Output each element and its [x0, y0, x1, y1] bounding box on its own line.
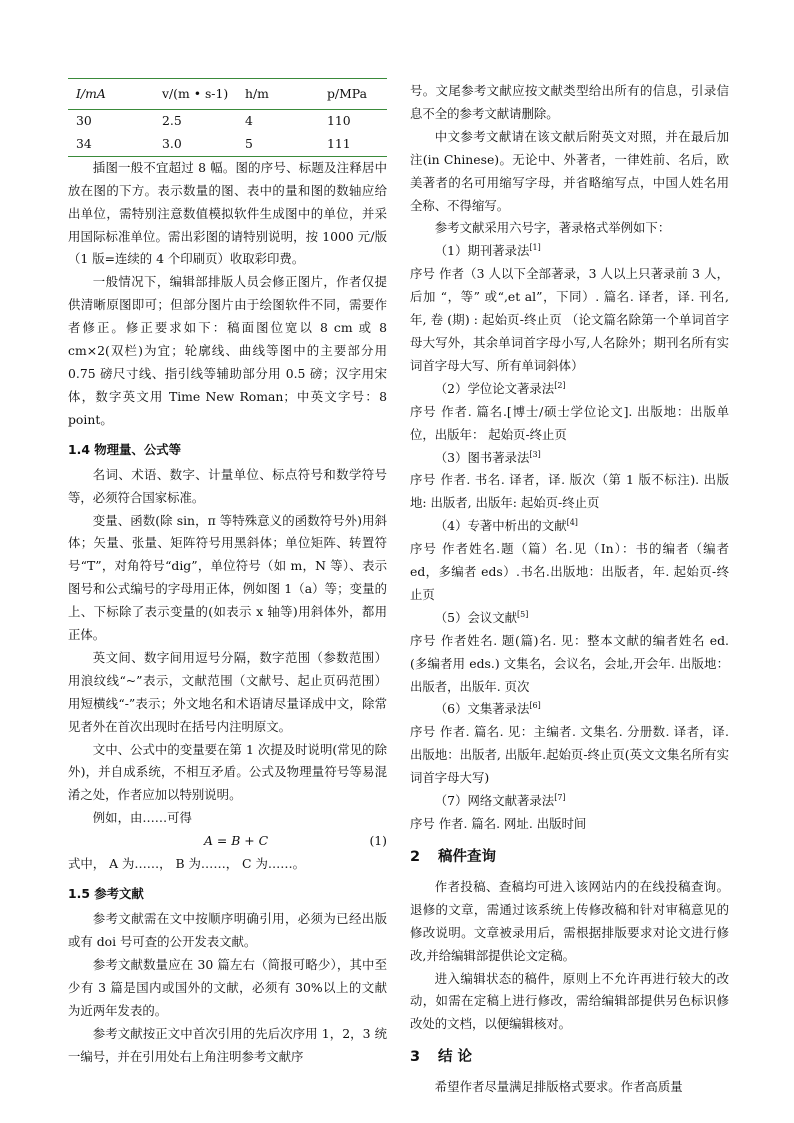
- paragraph-separators: 英文间、数字间用逗号分隔，数字范围（参数范围）用浪纹线“~”表示，文献范围（文献号、起止页码范围）用短横线“-”表示；外文地名和术语请尽量译成中文，除常见者外在首次出现时在括号内注明原文。: [68, 649, 387, 734]
- paragraph-references-numbering: 参考文献按正文中首次引用的先后次序用 1，2，3 统一编号，并在引用处右上角注明参考文献序: [68, 1025, 387, 1064]
- right-column: [410, 80, 729, 1099]
- paragraph-references-info: 号。文尾参考文献应按文献类型给出所有的信息，引录信息不全的参考文献请删除。: [410, 83, 729, 121]
- paragraph-conclusion: 希望作者尽量满足排版格式要求。作者高质量: [434, 1079, 683, 1095]
- paragraph-equation-legend: 式中， A 为……， B 为……， C 为……。: [68, 856, 306, 872]
- citation-marker: [7]: [554, 792, 566, 802]
- table-header-row: [68, 79, 387, 110]
- reference-type-title: [410, 378, 729, 401]
- table-header-cell: h/m: [237, 79, 319, 110]
- paragraph-variable-definitions: 文中、公式中的变量要在第 1 次提及时说明(常见的除外)，并自成系统，不相互矛盾。公式及物理量符号等易混淆之处，作者应加以特别说明。: [68, 741, 387, 803]
- citation-marker: [5]: [517, 609, 529, 619]
- table-header-cell: p/MPa: [319, 79, 387, 110]
- table-row: [68, 110, 387, 133]
- reference-type-title: [410, 607, 729, 630]
- reference-format-journal: 序号 作者（3 人以下全部著录，3 人以上只著录前 3 人，后加 “，等” 或“,et al”，下同）. 篇名. 译者，译. 刊名, 年, 卷 (期) : 起始页-终止页 （论文篇名除第一个单词首字母大写外，其余单词首字母小写,人名除外；期刊名所有实词首字母大写、所有单词斜体）: [410, 266, 729, 373]
- data-table: [68, 78, 387, 157]
- equation-body: A = B + C: [204, 833, 269, 849]
- section-heading-1-5: 1.5 参考文献: [68, 886, 144, 902]
- table-cell: 30: [76, 113, 92, 128]
- citation-marker: [4]: [566, 518, 578, 528]
- paragraph-manuscript-query: 作者投稿、查稿均可进入该网站内的在线投稿查询。退修的文章，需通过该系统上传修改稿和针对审稿意见的修改说明。文章被录用后，需根据排版要求对论文进行修改,并给编辑部提供论文定稿。: [410, 878, 729, 963]
- reference-format-chapter: 序号 作者姓名.题（篇）名.见（In）：书的编者（编者 ed，多编者 eds）.书名.出版地：出版者，年. 起始页-终止页: [410, 541, 729, 602]
- citation-marker: [1]: [529, 243, 541, 253]
- table-cell: 4: [245, 113, 253, 128]
- section-number: 3: [410, 1049, 421, 1066]
- reference-type-label: （5）会议文献: [434, 609, 518, 625]
- section-number: 2: [410, 848, 421, 865]
- reference-type-label: （2）学位论文著录法: [434, 380, 555, 396]
- reference-format-web: 序号 作者. 篇名. 网址. 出版时间: [410, 816, 587, 831]
- paragraph-references-cited: 参考文献需在文中按顺序明确引用，必须为已经出版或有 doi 号可查的公开发表文献。: [68, 911, 387, 949]
- reference-type-title: [410, 240, 729, 263]
- paragraph-editing-state: 进入编辑状态的稿件，原则上不允许再进行较大的改动，如需在定稿上进行修改，需给编辑部提供另色标识修改处的文档，以便编辑核对。: [410, 970, 729, 1032]
- paragraph-standards: 名词、术语、数字、计量单位、标点符号和数学符号等，必须符合国家标准。: [68, 466, 387, 505]
- reference-type-title: [410, 790, 729, 813]
- section-title: 稿件查询: [438, 848, 496, 865]
- equation-1: [68, 830, 387, 853]
- reference-format-collection: 序号 作者. 篇名. 见：主编者. 文集名. 分册数. 译者，译. 出版地：出版者, 出版年.起始页-终止页(英文文集名所有实词首字母大写): [410, 724, 729, 786]
- table-cell: 111: [319, 133, 387, 156]
- paragraph-variables: 变量、函数(除 sin，π 等特殊意义的函数符号外)用斜体；矢量、张量、矩阵符号用黑斜体；单位矩阵、转置符号“T”，对角符号“dig”，单位符号（如 m，N 等）、表示图号和公式编号的字母用正体，例如图 1（a）等；变量的上、下标除了表示变量的(如表示 x 轴等)用斜体外，都用正体。: [68, 512, 387, 643]
- reference-type-title: [410, 447, 729, 470]
- left-column: [68, 78, 387, 1068]
- paragraph-chinese-references: 中文参考文献请在该文献后附英文对照，并在最后加注(in Chinese)。无论中、外著者，一律姓前、名后，欧美著者的名可用缩写字母，并省略缩写点，中国人姓名用全称、不得缩写。: [410, 128, 729, 213]
- table-cell: 34: [68, 133, 154, 156]
- table-cell: 110: [327, 113, 351, 128]
- reference-format-book: 序号 作者. 书名. 译者，译. 版次（第 1 版不标注). 出版地: 出版者, 出版年: 起始页-终止页: [410, 472, 729, 511]
- reference-format-thesis: 序号 作者. 篇名.[博士/硕士学位论文]. 出版地：出版单位，出版年： 起始页-终止页: [410, 403, 729, 442]
- equation-number: (1): [369, 833, 387, 849]
- paragraph-reference-format: 参考文献采用六号字，著录格式举例如下：: [434, 220, 671, 236]
- paragraph-figure-edits: 一般情况下，编辑部排版人员会修正图片，作者仅提供清晰原图即可；但部分图片由于绘图软件不同，需要作者修正。修正要求如下：稿面图位宽以 8 cm 或 8 cm×2(双栏)为宜；轮廓线、曲线等图中的主要部分用 0.75 磅尺寸线、指引线等辅助部分用 0.5 磅；汉字用宋体，数字英文用 Time New Roman；中英文字号：8 point。: [68, 274, 387, 427]
- paragraph-figures: 插图一般不宜超过 8 幅。图的序号、标题及注释居中放在图的下方。表示数量的图、表中的量和图的数轴应给出单位，需特别注意数值模拟软件生成图中的单位，并采用国际标准单位。需出彩图的请特别说明，按 1000 元/版（1 版=连续的 4 个印刷页）收取彩印费。: [68, 159, 387, 267]
- reference-type-label: （7）网络文献著录法: [434, 793, 555, 809]
- section-heading-3: [410, 1044, 729, 1070]
- table-row: [68, 133, 387, 156]
- section-heading-1-4: 1.4 物理量、公式等: [68, 441, 181, 457]
- table-cell: 5: [237, 133, 319, 156]
- citation-marker: [3]: [529, 449, 541, 459]
- section-heading-2: [410, 844, 729, 870]
- reference-type-label: （6）文集著录法: [434, 701, 530, 717]
- reference-type-label: （4）专著中析出的文献: [434, 518, 567, 534]
- section-title: 结 论: [438, 1049, 473, 1066]
- reference-type-label: （3）图书著录法: [434, 449, 530, 465]
- table-cell: 3.0: [154, 133, 237, 156]
- reference-format-conference: 序号 作者姓名. 题(篇)名. 见：整本文献的编者姓名 ed. (多编者用 eds.) 文集名，会议名，会址,开会年. 出版地：出版者，出版年. 页次: [410, 632, 729, 694]
- table-header-cell: v/(m • s-1): [154, 79, 237, 110]
- table-cell: 2.5: [162, 113, 182, 128]
- table-header-cell: I/mA: [68, 79, 154, 110]
- citation-marker: [6]: [529, 701, 541, 711]
- paragraph-references-count: 参考文献数量应在 30 篇左右（简报可略少），其中至少有 3 篇是国内或国外的文献，必须有 30%以上的文献为近两年发表的。: [68, 956, 387, 1018]
- reference-type-title: [410, 698, 729, 721]
- paragraph-example: 例如，由……可得: [92, 810, 192, 826]
- reference-type-title: [410, 515, 729, 538]
- citation-marker: [2]: [554, 380, 566, 390]
- reference-type-label: （1）期刊著录法: [434, 243, 530, 259]
